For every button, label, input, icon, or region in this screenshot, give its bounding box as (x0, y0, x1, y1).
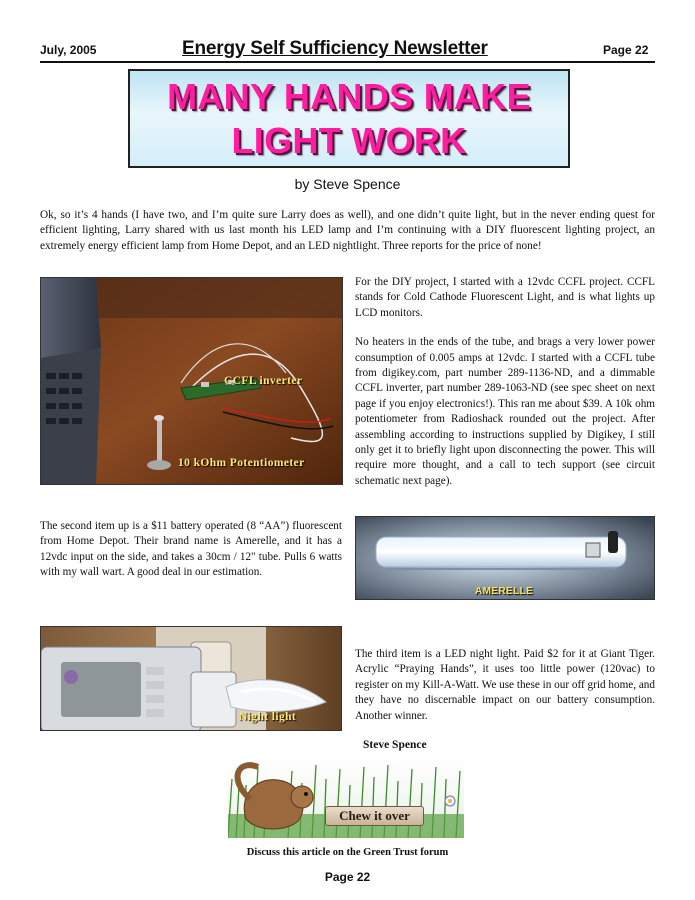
header-page-number: Page 22 (603, 43, 649, 57)
article-title-line-2: LIGHT WORK (231, 120, 467, 161)
second-item-text: The second item up is a $11 battery operated (8 “AA”) fluorescent from Home Depot. Their brand name is Amerelle, and it has a 12vdc input on the side, and takes a 30cm / 12" tube. Pulls 6 watts with my wall wart. A good deal in our estimation. (40, 520, 342, 579)
header-date: July, 2005 (40, 43, 97, 57)
chew-it-over-button[interactable]: Chew it over (325, 806, 424, 826)
footer-page-number: Page 22 (324, 870, 371, 884)
header-rule (40, 61, 655, 63)
ccfl-project-photo (40, 277, 343, 485)
diy-project-text (355, 275, 655, 503)
night-light-caption: Night light (239, 711, 297, 723)
potentiometer-caption: 10 kOhm Potentiometer (178, 457, 305, 469)
forum-banner-image[interactable] (228, 759, 464, 838)
amerelle-lamp-photo (355, 516, 655, 600)
author-signature: Steve Spence (363, 739, 427, 751)
amerelle-caption: AMERELLE (475, 586, 534, 597)
third-item-text: The third item is a LED night light. Paid $2 for it at Giant Tiger. Acrylic “Praying Hands”, it uses too little power (120vac) to register on my Kill-A-Watt. We use these in our off grid home, and they have no discernable impact on our battery consumption. Another winner. (355, 648, 655, 722)
intro-paragraph: Ok, so it’s 4 hands (I have two, and I’m quite sure Larry does as well), and one didn’t quite light, but in the never ending quest for efficient lighting, Larry shared with us last month his LED lamp and I’m continuing with a DIY fluorescent lighting project, an extremely energy efficient lamp from Home Depot, and an LED nightlight. Three reports for the price of none! (40, 209, 655, 252)
ccfl-inverter-caption: CCFL inverter (224, 375, 303, 387)
article-title-banner (128, 69, 570, 168)
night-light-photo (40, 626, 342, 731)
diy-paragraph-1: For the DIY project, I started with a 12vdc CCFL project. CCFL stands for Cold Cathode Fluorescent Light, and is what lights up LCD monitors. (355, 276, 655, 319)
newsletter-title: Energy Self Sufficiency Newsletter (182, 38, 488, 59)
forum-discuss-link[interactable]: Discuss this article on the Green Trust forum (246, 847, 449, 858)
article-title-line-1: MANY HANDS MAKE (167, 76, 531, 117)
diy-paragraph-2: No heaters in the ends of the tube, and brags a very lower power consumption of 0.005 amps at 12vdc. I started with a CCFL tube from digikey.com, part number 289-1136-ND, and a dimmable CCFL inverter, part number 289-1063-ND (see spec sheet on next page if you enjoy electronics!). This ran me about $39. A 10k ohm potentiometer from Radioshack rounded out the project. After assembling according to instructions supplied by Digikey, I still only get it to briefly light upon disconnecting the power. This will require more thought, and a call to tech support (see circuit schematic next page). (355, 336, 655, 487)
byline: by Steve Spence (294, 176, 401, 192)
